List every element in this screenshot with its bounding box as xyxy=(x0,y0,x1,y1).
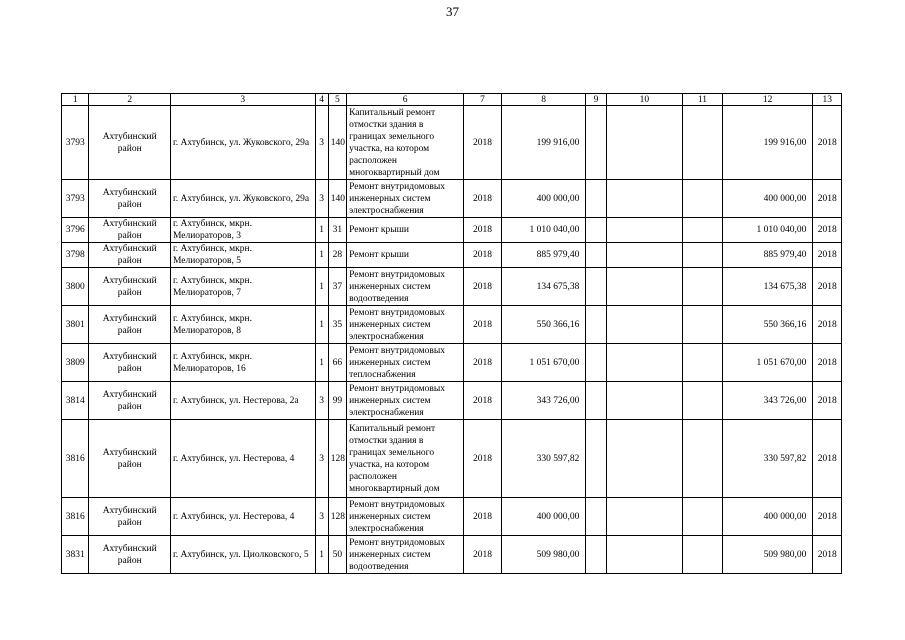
column-header: 13 xyxy=(813,94,842,106)
row-id-cell: 3796 xyxy=(62,218,89,243)
total-cost-cell: 330 597,82 xyxy=(501,420,586,498)
table-row xyxy=(62,498,842,536)
completion-year-cell: 2018 xyxy=(813,106,842,180)
address-cell: г. Ахтубинск, ул. Жуковского, 29а xyxy=(170,180,315,218)
column-12-cost-cell: 885 979,40 xyxy=(722,243,813,268)
column-10-cell xyxy=(606,536,682,574)
year-cell: 2018 xyxy=(464,306,502,344)
column-9-cell xyxy=(586,180,606,218)
column-header: 10 xyxy=(606,94,682,106)
district-cell: Ахтубинский район xyxy=(89,218,170,243)
total-cost-cell: 1 051 670,00 xyxy=(501,344,586,382)
column-9-cell xyxy=(586,420,606,498)
column-5-cell: 128 xyxy=(328,498,346,536)
address-cell: г. Ахтубинск, мкрн. Мелиораторов, 5 xyxy=(170,243,315,268)
column-9-cell xyxy=(586,536,606,574)
column-header: 9 xyxy=(586,94,606,106)
completion-year-cell: 2018 xyxy=(813,180,842,218)
total-cost-cell: 400 000,00 xyxy=(501,498,586,536)
column-header: 11 xyxy=(683,94,723,106)
column-9-cell xyxy=(586,382,606,420)
address-cell: г. Ахтубинск, ул. Жуковского, 29а xyxy=(170,106,315,180)
column-10-cell xyxy=(606,306,682,344)
column-header: 3 xyxy=(170,94,315,106)
column-12-cost-cell: 134 675,38 xyxy=(722,268,813,306)
column-4-cell: 1 xyxy=(315,218,328,243)
table-row xyxy=(62,306,842,344)
column-10-cell xyxy=(606,344,682,382)
column-4-cell: 1 xyxy=(315,536,328,574)
row-id-cell: 3793 xyxy=(62,106,89,180)
column-header: 8 xyxy=(501,94,586,106)
year-cell: 2018 xyxy=(464,268,502,306)
column-header: 1 xyxy=(62,94,89,106)
work-type-cell: Ремонт внутридомовых инженерных систем водоотведения xyxy=(347,536,464,574)
page-number: 37 xyxy=(446,4,459,19)
table-row xyxy=(62,243,842,268)
year-cell: 2018 xyxy=(464,344,502,382)
column-4-cell: 3 xyxy=(315,498,328,536)
work-type-cell: Ремонт внутридомовых инженерных систем теплоснабжения xyxy=(347,344,464,382)
year-cell: 2018 xyxy=(464,106,502,180)
column-header: 2 xyxy=(89,94,170,106)
table-row xyxy=(62,420,842,498)
work-type-cell: Ремонт крыши xyxy=(347,243,464,268)
district-cell: Ахтубинский район xyxy=(89,180,170,218)
table-body xyxy=(62,106,842,574)
column-5-cell: 66 xyxy=(328,344,346,382)
work-type-cell: Капитальный ремонт отмостки здания в границах земельного участка, на котором расположен многоквартирный дом xyxy=(347,420,464,498)
year-cell: 2018 xyxy=(464,498,502,536)
table-row xyxy=(62,218,842,243)
column-header: 6 xyxy=(347,94,464,106)
completion-year-cell: 2018 xyxy=(813,218,842,243)
total-cost-cell: 1 010 040,00 xyxy=(501,218,586,243)
column-10-cell xyxy=(606,498,682,536)
row-id-cell: 3816 xyxy=(62,498,89,536)
column-10-cell xyxy=(606,268,682,306)
table-row xyxy=(62,106,842,180)
table-row xyxy=(62,268,842,306)
column-11-cell xyxy=(683,498,723,536)
total-cost-cell: 199 916,00 xyxy=(501,106,586,180)
total-cost-cell: 550 366,16 xyxy=(501,306,586,344)
column-5-cell: 31 xyxy=(328,218,346,243)
column-header: 4 xyxy=(315,94,328,106)
work-type-cell: Капитальный ремонт отмостки здания в границах земельного участка, на котором расположен многоквартирный дом xyxy=(347,106,464,180)
district-cell: Ахтубинский район xyxy=(89,268,170,306)
column-9-cell xyxy=(586,268,606,306)
column-9-cell xyxy=(586,344,606,382)
column-4-cell: 3 xyxy=(315,382,328,420)
column-9-cell xyxy=(586,106,606,180)
column-4-cell: 3 xyxy=(315,106,328,180)
district-cell: Ахтубинский район xyxy=(89,306,170,344)
year-cell: 2018 xyxy=(464,243,502,268)
column-5-cell: 140 xyxy=(328,180,346,218)
column-4-cell: 1 xyxy=(315,243,328,268)
address-cell: г. Ахтубинск, ул. Нестерова, 2а xyxy=(170,382,315,420)
column-12-cost-cell: 509 980,00 xyxy=(722,536,813,574)
completion-year-cell: 2018 xyxy=(813,498,842,536)
column-12-cost-cell: 343 726,00 xyxy=(722,382,813,420)
column-11-cell xyxy=(683,268,723,306)
column-4-cell: 3 xyxy=(315,420,328,498)
column-12-cost-cell: 550 366,16 xyxy=(722,306,813,344)
table-row xyxy=(62,536,842,574)
row-id-cell: 3800 xyxy=(62,268,89,306)
column-11-cell xyxy=(683,344,723,382)
address-cell: г. Ахтубинск, ул. Нестерова, 4 xyxy=(170,420,315,498)
row-id-cell: 3831 xyxy=(62,536,89,574)
column-11-cell xyxy=(683,420,723,498)
table-row xyxy=(62,344,842,382)
column-number-row xyxy=(62,94,842,106)
completion-year-cell: 2018 xyxy=(813,344,842,382)
row-id-cell: 3793 xyxy=(62,180,89,218)
total-cost-cell: 885 979,40 xyxy=(501,243,586,268)
table-row xyxy=(62,382,842,420)
work-type-cell: Ремонт внутридомовых инженерных систем водоотведения xyxy=(347,268,464,306)
column-10-cell xyxy=(606,180,682,218)
column-4-cell: 1 xyxy=(315,306,328,344)
address-cell: г. Ахтубинск, мкрн. Мелиораторов, 8 xyxy=(170,306,315,344)
row-id-cell: 3816 xyxy=(62,420,89,498)
column-header: 5 xyxy=(328,94,346,106)
district-cell: Ахтубинский район xyxy=(89,344,170,382)
district-cell: Ахтубинский район xyxy=(89,382,170,420)
work-type-cell: Ремонт внутридомовых инженерных систем электроснабжения xyxy=(347,180,464,218)
address-cell: г. Ахтубинск, мкрн. Мелиораторов, 16 xyxy=(170,344,315,382)
work-type-cell: Ремонт внутридомовых инженерных систем электроснабжения xyxy=(347,382,464,420)
address-cell: г. Ахтубинск, ул. Циолковского, 5 xyxy=(170,536,315,574)
year-cell: 2018 xyxy=(464,536,502,574)
column-5-cell: 35 xyxy=(328,306,346,344)
row-id-cell: 3809 xyxy=(62,344,89,382)
column-12-cost-cell: 199 916,00 xyxy=(722,106,813,180)
column-11-cell xyxy=(683,536,723,574)
total-cost-cell: 400 000,00 xyxy=(501,180,586,218)
total-cost-cell: 509 980,00 xyxy=(501,536,586,574)
column-12-cost-cell: 1 051 670,00 xyxy=(722,344,813,382)
total-cost-cell: 134 675,38 xyxy=(501,268,586,306)
total-cost-cell: 343 726,00 xyxy=(501,382,586,420)
column-10-cell xyxy=(606,382,682,420)
row-id-cell: 3814 xyxy=(62,382,89,420)
completion-year-cell: 2018 xyxy=(813,243,842,268)
completion-year-cell: 2018 xyxy=(813,536,842,574)
completion-year-cell: 2018 xyxy=(813,268,842,306)
column-9-cell xyxy=(586,306,606,344)
column-10-cell xyxy=(606,420,682,498)
column-header: 12 xyxy=(722,94,813,106)
year-cell: 2018 xyxy=(464,382,502,420)
column-header: 7 xyxy=(464,94,502,106)
completion-year-cell: 2018 xyxy=(813,306,842,344)
address-cell: г. Ахтубинск, мкрн. Мелиораторов, 3 xyxy=(170,218,315,243)
table-row xyxy=(62,180,842,218)
column-9-cell xyxy=(586,243,606,268)
work-type-cell: Ремонт внутридомовых инженерных систем электроснабжения xyxy=(347,498,464,536)
column-12-cost-cell: 330 597,82 xyxy=(722,420,813,498)
column-12-cost-cell: 400 000,00 xyxy=(722,180,813,218)
column-5-cell: 37 xyxy=(328,268,346,306)
row-id-cell: 3801 xyxy=(62,306,89,344)
column-11-cell xyxy=(683,243,723,268)
address-cell: г. Ахтубинск, ул. Нестерова, 4 xyxy=(170,498,315,536)
column-4-cell: 1 xyxy=(315,344,328,382)
district-cell: Ахтубинский район xyxy=(89,498,170,536)
completion-year-cell: 2018 xyxy=(813,420,842,498)
completion-year-cell: 2018 xyxy=(813,382,842,420)
year-cell: 2018 xyxy=(464,218,502,243)
column-5-cell: 99 xyxy=(328,382,346,420)
column-10-cell xyxy=(606,218,682,243)
district-cell: Ахтубинский район xyxy=(89,536,170,574)
column-11-cell xyxy=(683,382,723,420)
column-11-cell xyxy=(683,106,723,180)
year-cell: 2018 xyxy=(464,180,502,218)
column-12-cost-cell: 400 000,00 xyxy=(722,498,813,536)
row-id-cell: 3798 xyxy=(62,243,89,268)
work-type-cell: Ремонт внутридомовых инженерных систем электроснабжения xyxy=(347,306,464,344)
column-9-cell xyxy=(586,498,606,536)
column-9-cell xyxy=(586,218,606,243)
district-cell: Ахтубинский район xyxy=(89,243,170,268)
column-4-cell: 1 xyxy=(315,268,328,306)
column-11-cell xyxy=(683,180,723,218)
repair-register-table xyxy=(61,93,842,574)
column-12-cost-cell: 1 010 040,00 xyxy=(722,218,813,243)
column-5-cell: 28 xyxy=(328,243,346,268)
address-cell: г. Ахтубинск, мкрн. Мелиораторов, 7 xyxy=(170,268,315,306)
column-10-cell xyxy=(606,106,682,180)
column-10-cell xyxy=(606,243,682,268)
column-5-cell: 50 xyxy=(328,536,346,574)
work-type-cell: Ремонт крыши xyxy=(347,218,464,243)
column-4-cell: 3 xyxy=(315,180,328,218)
column-5-cell: 140 xyxy=(328,106,346,180)
column-11-cell xyxy=(683,218,723,243)
district-cell: Ахтубинский район xyxy=(89,420,170,498)
year-cell: 2018 xyxy=(464,420,502,498)
district-cell: Ахтубинский район xyxy=(89,106,170,180)
column-5-cell: 128 xyxy=(328,420,346,498)
column-11-cell xyxy=(683,306,723,344)
